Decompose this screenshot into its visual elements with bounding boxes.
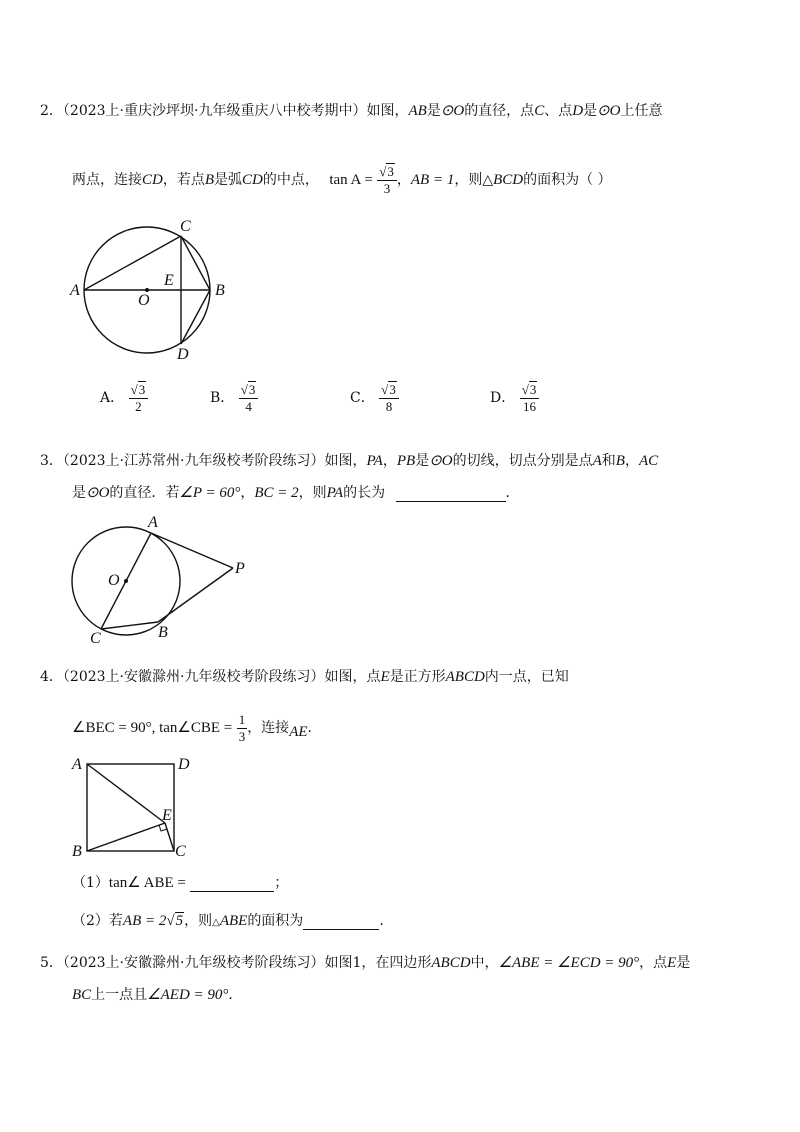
q2-source: （2023上·重庆沙坪坝·九年级重庆八中校考期中） <box>62 103 367 119</box>
q5-line1: 5．（2023上·安徽滁州·九年级校考阶段练习）如图1，在四边形ABCD中，∠ABE = ∠ECD = 90°，点E是 <box>40 955 691 971</box>
q5-number: 5． <box>40 955 63 971</box>
q5-line2: BC上一点且∠AED = 90°． <box>72 987 243 1003</box>
label-e: E <box>164 272 174 289</box>
q2-line1: 2．（2023上·重庆沙坪坝·九年级重庆八中校考期中）如图，AB是⊙O的直径，点C、点D是⊙O上任意 <box>40 103 663 119</box>
q4-source: （2023上·安徽滁州·九年级校考阶段练习） <box>62 669 325 685</box>
q3-line2: 是⊙O的直径．若∠P = 60°，BC = 2，则PA的长为 ． <box>72 485 520 501</box>
segment-cb <box>181 236 210 290</box>
q2-figure <box>60 215 240 365</box>
q3-number: 3． <box>40 453 63 469</box>
label-b: B <box>215 282 225 299</box>
label-b: B <box>72 843 82 860</box>
option-d[interactable]: D． $\frac{√3}{16}$ <box>490 378 539 418</box>
segment-cb <box>101 622 158 629</box>
option-a[interactable]: A． $\frac{√3}{2}$ <box>100 378 148 418</box>
segment-bd <box>181 290 210 344</box>
q4-number: 4． <box>40 669 63 685</box>
option-c[interactable]: C． $\frac{√3}{8}$ <box>350 378 399 418</box>
label-e: E <box>162 807 172 824</box>
label-p: P <box>235 560 245 577</box>
center-dot <box>124 579 128 583</box>
q4-line2: ∠BEC = 90°, tan∠CBE = $\frac{1}{3}$ ，连接AE. <box>72 711 312 744</box>
q3-line1: 3．（2023上·江苏常州·九年级校考阶段练习）如图，PA，PB是⊙O的切线，切点分别是点A和B，AC <box>40 453 659 469</box>
q2-tan-a: tan A = <box>329 172 373 188</box>
q4-part2-answer-blank[interactable] <box>303 913 379 930</box>
segment-ec <box>165 823 174 851</box>
q4-part1: （1）tan∠ ABE = ； <box>72 875 289 891</box>
q2-number: 2． <box>40 103 63 119</box>
q4-line1: 4．（2023上·安徽滁州·九年级校考阶段练习）如图，点E是正方形ABCD内一点，已知 <box>40 669 569 685</box>
segment-be <box>87 823 165 851</box>
segment-ae <box>87 764 165 823</box>
q4-tan-fraction: $\frac{1}{3}$ <box>238 711 246 744</box>
label-c: C <box>90 630 101 645</box>
q4-part1-answer-blank[interactable] <box>190 875 274 892</box>
label-c: C <box>175 843 186 860</box>
q2-line2: 两点，连接CD，若点B是弧CD的中点， tan A = $\frac{√3}{3}$ ，AB = 1，则△BCD的面积为（ ） <box>72 163 612 196</box>
label-b: B <box>158 624 168 641</box>
label-o: O <box>138 292 150 309</box>
segment-pb <box>158 568 233 622</box>
q4-figure <box>62 752 212 860</box>
label-a: A <box>72 756 82 773</box>
square-abcd <box>87 764 174 851</box>
q3-figure <box>60 510 260 645</box>
q5-source: （2023上·安徽滁州·九年级校考阶段练习） <box>62 955 325 971</box>
q3-answer-blank[interactable] <box>396 485 506 502</box>
q4-part2: （2）若AB = 2√5，则△ABE的面积为 . <box>72 913 384 929</box>
q2-options <box>100 378 660 418</box>
q2-tan-fraction: $\frac{√3}{3}$ <box>377 164 397 197</box>
label-d: D <box>178 756 190 773</box>
segment-pa <box>151 533 233 568</box>
option-b[interactable]: B． $\frac{√3}{4}$ <box>210 378 258 418</box>
q3-source: （2023上·江苏常州·九年级校考阶段练习） <box>62 453 325 469</box>
label-a: A <box>70 282 80 299</box>
label-c: C <box>180 218 191 235</box>
label-d: D <box>177 346 189 363</box>
label-o: O <box>108 572 120 589</box>
label-a: A <box>148 514 158 531</box>
